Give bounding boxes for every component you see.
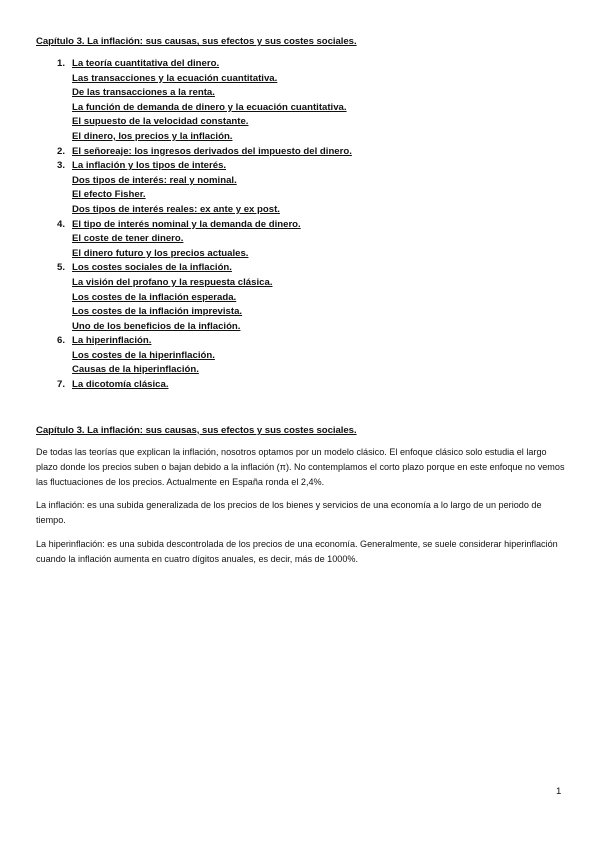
- toc-item: [36, 145, 566, 160]
- toc-item: [36, 261, 566, 334]
- toc-link[interactable]: El señoreaje: los ingresos derivados del impuesto del dinero.: [72, 145, 352, 157]
- toc-item: [36, 334, 566, 378]
- toc-item-number: 6.: [56, 335, 65, 347]
- toc-item: [36, 57, 566, 145]
- toc-link[interactable]: El tipo de interés nominal y la demanda de dinero.: [72, 218, 301, 230]
- toc-link[interactable]: Uno de los beneficios de la inflación.: [72, 320, 241, 332]
- toc-link[interactable]: Causas de la hiperinflación.: [72, 364, 199, 376]
- toc-link[interactable]: La hiperinflación.: [72, 335, 152, 347]
- toc-link[interactable]: Dos tipos de interés: real y nominal.: [72, 174, 237, 186]
- paragraph: De todas las teorías que explican la inflación, nosotros optamos por un modelo clásico. El enfoque clásico solo estudia el largo plazo donde los precios suben o bajan debido a la inflación (π). No contemplamos el corto plazo porque en este enfoque no vemos las fluctuaciones de los precios. Actualmente en España ronda el 2,4%.: [36, 446, 565, 488]
- paragraph: La inflación: es una subida generalizada de los precios de los bienes y servicios de una economía a lo largo de un periodo de tiempo.: [36, 500, 542, 526]
- toc-item-number: 1.: [56, 58, 65, 69]
- toc-link[interactable]: El coste de tener dinero.: [72, 233, 184, 245]
- toc-link[interactable]: El supuesto de la velocidad constante.: [72, 116, 249, 128]
- toc-item-number: 4.: [56, 218, 65, 230]
- body-text: [36, 445, 566, 567]
- paragraph: La hiperinflación: es una subida descontrolada de los precios de una economía. Generalmente, se suele considerar hiperinflación cuando la inflación aumenta en cuatro dígitos anuales, es decir, más de 1000%.: [36, 538, 558, 564]
- toc-item: [36, 218, 566, 262]
- chapter-heading: Capítulo 3. La inflación: sus causas, sus efectos y sus costes sociales.: [36, 36, 357, 47]
- toc-link[interactable]: El efecto Fisher.: [72, 189, 146, 201]
- toc-link[interactable]: Las transacciones y la ecuación cuantitativa.: [72, 72, 278, 84]
- toc-link[interactable]: Los costes de la inflación imprevista.: [72, 306, 243, 318]
- toc-link[interactable]: La dicotomía clásica.: [72, 379, 169, 391]
- toc-link[interactable]: El dinero futuro y los precios actuales.: [72, 247, 249, 259]
- document-page: [36, 36, 566, 575]
- page-number: 1: [556, 786, 562, 797]
- toc-link[interactable]: La función de demanda de dinero y la ecuación cuantitativa.: [72, 101, 347, 113]
- toc-link[interactable]: El dinero, los precios y la inflación.: [72, 130, 233, 142]
- section-heading: Capítulo 3. La inflación: sus causas, sus efectos y sus costes sociales.: [36, 424, 357, 436]
- toc-link[interactable]: La visión del profano y la respuesta clásica.: [72, 276, 273, 288]
- toc-link[interactable]: La teoría cuantitativa del dinero.: [72, 58, 220, 69]
- toc-link[interactable]: Los costes de la inflación esperada.: [72, 291, 237, 303]
- toc-link[interactable]: La inflación y los tipos de interés.: [72, 160, 227, 172]
- toc-link[interactable]: De las transacciones a la renta.: [72, 87, 215, 99]
- toc-item: [36, 159, 566, 217]
- toc-item-number: 3.: [56, 160, 65, 172]
- toc-item: [36, 378, 566, 393]
- toc-link[interactable]: Dos tipos de interés reales: ex ante y ex post.: [72, 203, 280, 215]
- toc-item-number: 2.: [56, 145, 65, 157]
- toc-item-number: 5.: [56, 262, 65, 274]
- toc-link[interactable]: Los costes sociales de la inflación.: [72, 262, 232, 274]
- toc-item-number: 7.: [56, 379, 65, 391]
- toc-link[interactable]: Los costes de la hiperinflación.: [72, 349, 215, 361]
- table-of-contents: [36, 57, 566, 393]
